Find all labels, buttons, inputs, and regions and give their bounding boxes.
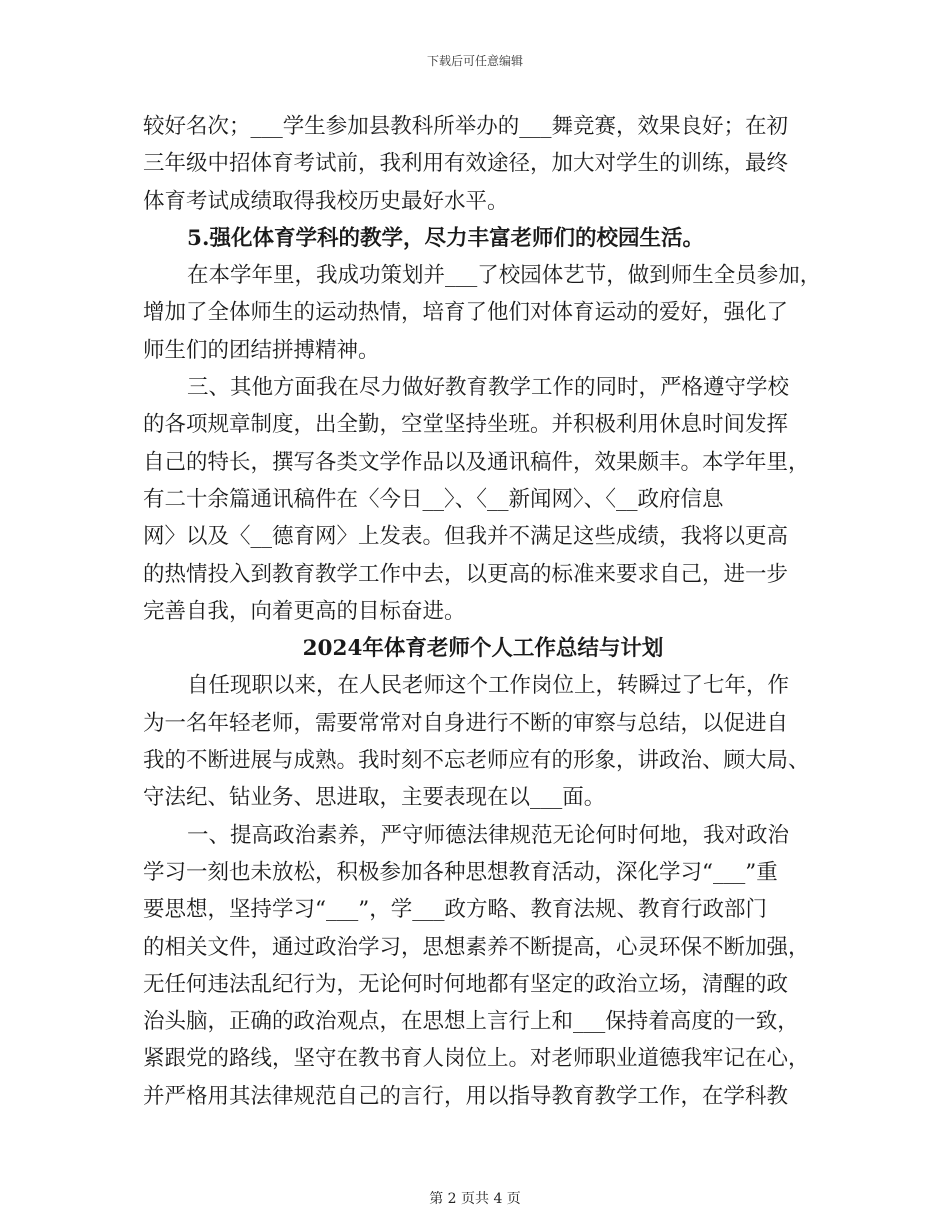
text-line: 三年级中招体育考试前，我利用有效途径，加大对学生的训练，最终 (143, 151, 789, 177)
text-line: 的热情投入到教育教学工作中去，以更高的标准来要求自己，进一步 (143, 561, 789, 587)
text-line: 网〉以及〈__德育网〉上发表。但我并不满足这些成绩，我将以更高 (143, 524, 789, 550)
text-line: 5.强化体育学科的教学，尽力丰富老师们的校园生活。 (187, 225, 704, 251)
text-line: 我的不断进展与成熟。我时刻不忘老师应有的形象，讲政治、顾大局、 (143, 748, 810, 774)
text-line: 为一名年轻老师，需要常常对自身进行不断的审察与总结，以促进自 (143, 710, 789, 736)
section-title: 2024年体育老师个人工作总结与计划 (302, 636, 664, 662)
text-line: 三、其他方面我在尽力做好教育教学工作的同时，严格遵守学校 (187, 375, 790, 401)
text-line: 完善自我，向着更高的目标奋进。 (143, 598, 466, 624)
text-line: 的相关文件，通过政治学习，思想素养不断提高，心灵环保不断加强， (143, 934, 810, 960)
text-line: 师生们的团结拼搏精神。 (143, 337, 380, 363)
text-line: 增加了全体师生的运动热情，培育了他们对体育运动的爱好，强化了 (143, 300, 789, 326)
text-line: 紧跟党的路线，坚守在教书育人岗位上。对老师职业道德我牢记在心， (143, 1046, 810, 1072)
text-line: 学习一刻也未放松，积极参加各种思想教育活动，深化学习“___”重 (143, 859, 778, 885)
text-line: 守法纪、钻业务、思进取，主要表现在以___面。 (143, 785, 606, 811)
text-line: 有二十余篇通讯稿件在〈今日__〉、〈__新闻网〉、〈__政府信息 (143, 486, 724, 512)
text-line: 治头脑，正确的政治观点，在思想上言行上和___保持着高度的一致， (143, 1009, 799, 1035)
text-line: 在本学年里，我成功策划并___了校园体艺节，做到师生全员参加， (187, 263, 822, 289)
text-line: 的各项规章制度，出全勤，空堂坚持坐班。并积极利用休息时间发挥 (143, 412, 789, 438)
document-body (143, 108, 823, 1115)
text-line: 并严格用其法律规范自己的言行，用以指导教育教学工作，在学科教 (143, 1083, 789, 1109)
page-footer: 第 2 页共 4 页 (429, 1191, 521, 1207)
text-line: 自己的特长，撰写各类文学作品以及通讯稿件，效果颇丰。本学年里， (143, 449, 810, 475)
text-line: 一、提高政治素养，严守师德法律规范无论何时何地，我对政治 (187, 822, 790, 848)
text-line: 自任现职以来，在人民老师这个工作岗位上，转瞬过了七年，作 (187, 673, 790, 699)
text-line: 要思想，坚持学习“___”，学___政方略、教育法规、教育行政部门 (143, 897, 767, 923)
text-line: 无任何违法乱纪行为，无论何时何地都有坚定的政治立场，清醒的政 (143, 971, 789, 997)
text-line: 体育考试成绩取得我校历史最好水平。 (143, 188, 509, 214)
page-header: 下载后可任意编辑 (426, 54, 523, 68)
text-line: 较好名次；___学生参加县教科所举办的___舞竞赛，效果良好；在初 (143, 114, 789, 139)
